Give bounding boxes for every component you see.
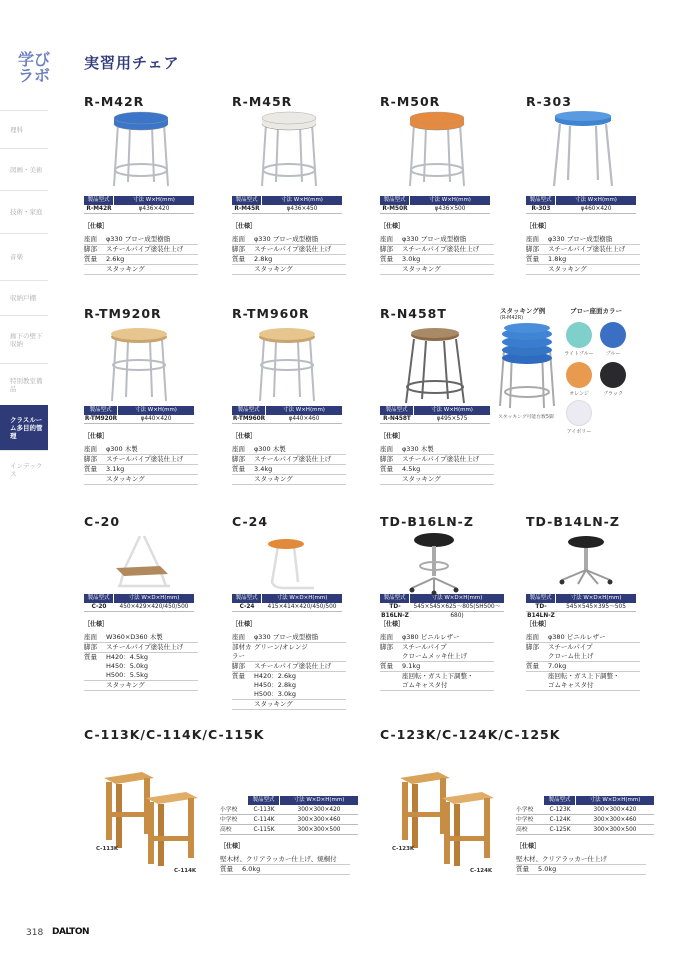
spec-value: 5.0kg xyxy=(538,865,557,873)
spec-value: 3.0kg xyxy=(402,255,421,263)
product-name: R-TM960R xyxy=(232,306,310,321)
spec-header-dim: 寸法 W×H(mm) xyxy=(429,197,471,203)
spec-table xyxy=(380,406,490,424)
spec-line: 座回転・ガス上下調整・ xyxy=(402,672,474,680)
spec-value: φ300 木製 xyxy=(106,445,138,453)
page-number: 318 xyxy=(26,928,44,938)
spec-line: H420：2.6kg xyxy=(254,672,297,680)
spec-key xyxy=(84,681,106,690)
spec-header-model: 製品型式 xyxy=(232,406,266,415)
spec-header-dim: 寸法 W×D×H(mm) xyxy=(293,797,345,803)
product-image xyxy=(402,110,472,194)
spec-key xyxy=(84,475,106,484)
spec-key: 質量 xyxy=(84,653,97,661)
spec-value: 6.0kg xyxy=(242,865,261,873)
spec-value: スタッキング xyxy=(254,265,293,273)
spec-value: スタッキング xyxy=(402,475,441,483)
spec-key xyxy=(232,700,254,709)
spec-value: スチールパイプ塗装仕上げ xyxy=(106,245,184,253)
spec-model: C-124K xyxy=(549,817,571,823)
spec-value xyxy=(106,653,198,680)
spec-model: R-TM920R xyxy=(84,416,118,422)
spec-value xyxy=(254,672,346,699)
spec-model: R-M42R xyxy=(86,206,112,212)
spec-line: H420：4.5kg xyxy=(106,653,149,661)
spec-value: 3.1kg xyxy=(106,465,125,473)
spec-heading: ［仕様］ xyxy=(380,621,405,628)
spec-key: 座面 xyxy=(84,633,97,641)
spec-line: クローム仕上げ xyxy=(548,652,594,660)
spec-model: C-125K xyxy=(549,827,571,833)
spec-value xyxy=(402,643,494,661)
spec-key xyxy=(232,475,254,484)
spec-heading: ［仕様］ xyxy=(516,843,541,850)
spec-value xyxy=(548,643,640,661)
sidebar-item-6[interactable]: 特別教室備品 xyxy=(0,363,48,405)
spec-table xyxy=(84,196,194,214)
spec-header-model: 製品型式 xyxy=(232,594,262,603)
spec-details xyxy=(232,620,346,710)
spec-model: C-20 xyxy=(91,604,107,610)
spec-header-model: 製品型式 xyxy=(84,594,114,603)
spec-dim: 300×300×500 xyxy=(593,827,637,833)
sidebar-item-0[interactable]: 理科 xyxy=(0,110,48,148)
spec-key: 座面 xyxy=(232,633,245,641)
spec-header-dim: 寸法 W×D×H(mm) xyxy=(276,595,328,601)
stacking-note: スタッキング可能台数5脚 xyxy=(498,415,554,420)
spec-heading: ［仕様］ xyxy=(526,223,551,230)
spec-key xyxy=(380,265,402,274)
spec-value: 3.4kg xyxy=(254,465,273,473)
spec-value: φ330 ブロー成型樹脂 xyxy=(106,235,171,243)
spec-value: 2.6kg xyxy=(106,255,125,263)
spec-dim: φ436×500 xyxy=(434,206,466,212)
spec-row xyxy=(220,806,358,815)
spec-header-model: 製品型式 xyxy=(544,796,576,805)
spec-row xyxy=(516,806,654,815)
spec-key: 部材カラー xyxy=(232,643,252,660)
school-level: 高校 xyxy=(220,827,232,833)
spec-value: スタッキング xyxy=(254,700,293,708)
stacking-sub: (R-M42R) xyxy=(500,315,524,321)
spec-value xyxy=(548,672,640,690)
spec-value: 4.5kg xyxy=(402,465,421,473)
spec-dim: 300×300×420 xyxy=(593,807,637,813)
spec-dim: 450×429×420/450/500 xyxy=(119,604,189,610)
school-level: 小学校 xyxy=(220,807,238,813)
spec-line: H450：2.8kg xyxy=(254,681,297,689)
spec-model: C-113K xyxy=(253,807,275,813)
spec-row xyxy=(516,816,654,825)
spec-key: 脚部 xyxy=(380,455,393,463)
spec-table xyxy=(248,796,358,805)
spec-dim: 300×300×460 xyxy=(593,817,637,823)
spec-key: 脚部 xyxy=(380,643,393,651)
spec-header-model: 製品型式 xyxy=(526,594,556,603)
spec-row xyxy=(220,826,358,835)
spec-key: 脚部 xyxy=(232,245,245,253)
school-level: 高校 xyxy=(516,827,528,833)
spec-value: スタッキング xyxy=(402,265,441,273)
spec-value: スタッキング xyxy=(106,681,145,689)
spec-details xyxy=(232,432,346,485)
spec-table xyxy=(380,196,490,214)
spec-dim: 300×300×500 xyxy=(297,827,341,833)
spec-key: 座面 xyxy=(526,235,539,243)
spec-material: 堅木材、クリアラッカー仕上げ、焼桐付 xyxy=(220,855,350,865)
spec-header-model: 製品型式 xyxy=(380,594,410,603)
product-name: R-M45R xyxy=(232,94,293,109)
spec-model: R-M50R xyxy=(382,206,408,212)
spec-heading: ［仕様］ xyxy=(232,223,257,230)
spec-header-model: 製品型式 xyxy=(380,406,414,415)
spec-details xyxy=(526,222,640,275)
product-image xyxy=(556,532,616,596)
product-image xyxy=(100,756,210,870)
spec-model: C-123K xyxy=(549,807,571,813)
color-swatch xyxy=(600,362,626,388)
spec-dim: φ440×460 xyxy=(288,416,320,422)
product-image xyxy=(548,110,618,194)
spec-header-model: 製品型式 xyxy=(248,796,280,805)
spec-line: スチールパイプ xyxy=(402,643,447,651)
color-swatch-label: ライトブルー xyxy=(564,351,594,357)
image-label-b: C-114K xyxy=(174,868,197,874)
product-name: R-TM920R xyxy=(84,306,162,321)
product-name: R-303 xyxy=(526,94,572,109)
spec-dim: 300×300×420 xyxy=(297,807,341,813)
image-label-a: C-113K xyxy=(96,846,119,852)
product-name: TD-B14LN-Z xyxy=(526,514,620,529)
spec-dim: 545×545×395～505 xyxy=(566,604,626,610)
spec-key xyxy=(380,475,402,484)
sidebar-item-8[interactable]: インデックス xyxy=(0,450,48,488)
spec-value: φ330 木製 xyxy=(402,445,434,453)
spec-heading: ［仕様］ xyxy=(84,223,109,230)
spec-heading: ［仕様］ xyxy=(380,433,405,440)
spec-value: φ300 木製 xyxy=(254,445,286,453)
spec-line: クロームメッキ仕上げ xyxy=(402,652,467,660)
spec-key xyxy=(526,265,548,274)
spec-header-dim: 寸法 W×D×H(mm) xyxy=(128,595,180,601)
product-name: R-M42R xyxy=(84,94,145,109)
spec-value: スチールパイプ塗装仕上げ xyxy=(254,662,332,670)
spec-line: ゴムキャスタ付 xyxy=(402,681,448,689)
spec-dim: φ436×420 xyxy=(138,206,170,212)
color-swatch xyxy=(566,322,592,348)
spec-key: 脚部 xyxy=(84,455,97,463)
spec-header-dim: 寸法 W×D×H(mm) xyxy=(570,595,622,601)
spec-value: スチールパイプ塗装仕上げ xyxy=(106,643,184,651)
spec-table xyxy=(232,406,342,424)
brand-logo: 学びラボ xyxy=(17,50,50,85)
spec-value: 9.1kg xyxy=(402,662,421,670)
product-image xyxy=(254,110,324,194)
color-swatch-label: ブルー xyxy=(605,351,621,357)
spec-key xyxy=(232,265,254,274)
spec-dim: φ436×450 xyxy=(286,206,318,212)
spec-table xyxy=(232,196,342,214)
product-image xyxy=(110,530,170,594)
spec-header-dim: 寸法 W×H(mm) xyxy=(133,197,175,203)
spec-details xyxy=(232,222,346,275)
spec-key: 座面 xyxy=(380,445,393,453)
sidebar-item-2[interactable]: 技術・家庭 xyxy=(0,190,48,233)
color-title: ブロー座面カラー xyxy=(570,307,622,315)
spec-heading: ［仕様］ xyxy=(526,621,551,628)
sidebar-item-3[interactable]: 音楽 xyxy=(0,233,48,280)
spec-dim: φ495×575 xyxy=(436,416,468,422)
spec-key: 脚部 xyxy=(232,662,245,670)
school-level: 中学校 xyxy=(516,817,534,823)
spec-value: スタッキング xyxy=(106,265,145,273)
spec-key xyxy=(380,672,402,690)
spec-key: 座面 xyxy=(380,633,393,641)
spec-header-model: 製品型式 xyxy=(84,406,118,415)
spec-value: φ330 ブロー成型樹脂 xyxy=(254,633,319,641)
spec-value: スタッキング xyxy=(548,265,587,273)
spec-key: 質量 xyxy=(84,255,97,263)
spec-value: φ380 ビニルレザー xyxy=(402,633,460,641)
spec-heading: ［仕様］ xyxy=(232,433,257,440)
spec-value: スチールパイプ塗装仕上げ xyxy=(254,455,332,463)
stacking-image xyxy=(496,322,558,410)
spec-line: スチールパイプ xyxy=(548,643,593,651)
spec-heading: ［仕様］ xyxy=(380,223,405,230)
color-swatch-label: アイボリー xyxy=(566,429,592,435)
spec-model: R-N458T xyxy=(383,416,411,422)
spec-value: φ330 ブロー成型樹脂 xyxy=(254,235,319,243)
spec-line: ゴムキャスタ付 xyxy=(548,681,594,689)
spec-value: 7.0kg xyxy=(548,662,567,670)
spec-value: φ330 ブロー成型樹脂 xyxy=(548,235,613,243)
spec-table xyxy=(84,594,194,612)
spec-details xyxy=(380,432,494,485)
color-swatch xyxy=(566,400,592,426)
brand-footer-logo: DALTON xyxy=(52,927,90,937)
spec-line: H500：5.5kg xyxy=(106,671,149,679)
spec-key xyxy=(84,265,106,274)
spec-key: 脚部 xyxy=(232,455,245,463)
spec-dim: 415×414×420/450/500 xyxy=(267,604,337,610)
sidebar-item-5[interactable]: 廊下の壁下収納 xyxy=(0,315,48,363)
spec-value: スタッキング xyxy=(106,475,145,483)
spec-heading: ［仕様］ xyxy=(220,843,245,850)
spec-key: 質量 xyxy=(516,865,529,873)
color-swatch xyxy=(600,322,626,348)
spec-header-model: 製品型式 xyxy=(526,196,556,205)
spec-model: R-TM960R xyxy=(232,416,266,422)
spec-key: 質量 xyxy=(84,465,97,473)
spec-value xyxy=(402,672,494,690)
product-image xyxy=(396,756,506,870)
sidebar-item-7[interactable]: クラスルーム多目的管理 xyxy=(0,405,48,450)
spec-key: 座面 xyxy=(84,235,97,243)
spec-key: 脚部 xyxy=(526,643,539,651)
color-swatch-label: オレンジ xyxy=(569,391,589,397)
product-name: R-N458T xyxy=(380,306,447,321)
spec-key: 質量 xyxy=(526,255,539,263)
spec-value: スチールパイプ塗装仕上げ xyxy=(402,245,480,253)
product-image xyxy=(106,110,176,194)
spec-value: 2.8kg xyxy=(254,255,273,263)
product-name: R-M50R xyxy=(380,94,441,109)
spec-key: 質量 xyxy=(232,255,245,263)
spec-model: TD-B16LN-Z xyxy=(381,604,409,619)
spec-value: グリーン/オレンジ xyxy=(254,643,308,651)
spec-model: R-M45R xyxy=(234,206,260,212)
spec-key: 質量 xyxy=(526,662,539,670)
spec-table xyxy=(526,196,636,214)
spec-details xyxy=(84,620,198,691)
spec-value: φ330 ブロー成型樹脂 xyxy=(402,235,467,243)
spec-details xyxy=(84,222,198,275)
spec-header-dim: 寸法 W×H(mm) xyxy=(283,407,325,413)
spec-details xyxy=(516,842,646,875)
spec-line: H500：3.0kg xyxy=(254,690,297,698)
spec-value: W360×D360 木製 xyxy=(106,633,163,641)
sidebar-item-4[interactable]: 収納戸棚 xyxy=(0,280,48,315)
spec-key: 座面 xyxy=(380,235,393,243)
spec-model: R-303 xyxy=(531,206,551,212)
spec-details xyxy=(84,432,198,485)
spec-key xyxy=(526,672,548,690)
spec-model: C-115K xyxy=(253,827,275,833)
spec-header-model: 製品型式 xyxy=(380,196,410,205)
spec-value: スチールパイプ塗装仕上げ xyxy=(402,455,480,463)
spec-key: 質量 xyxy=(220,865,233,873)
spec-key: 座面 xyxy=(232,235,245,243)
school-level: 中学校 xyxy=(220,817,238,823)
spec-key: 座面 xyxy=(84,445,97,453)
spec-value: スチールパイプ塗装仕上げ xyxy=(548,245,626,253)
spec-dim: φ440×420 xyxy=(140,416,172,422)
spec-table xyxy=(232,594,342,612)
product-name: C-20 xyxy=(84,514,121,529)
product-image xyxy=(256,532,316,596)
product-name: TD-B16LN-Z xyxy=(380,514,474,529)
spec-header-dim: 寸法 W×H(mm) xyxy=(281,197,323,203)
spec-key: 脚部 xyxy=(380,245,393,253)
spec-header-dim: 寸法 W×D×H(mm) xyxy=(589,797,641,803)
spec-heading: ［仕様］ xyxy=(232,621,257,628)
spec-model: C-114K xyxy=(253,817,275,823)
spec-heading: ［仕様］ xyxy=(84,433,109,440)
spec-table xyxy=(526,594,636,619)
spec-table xyxy=(544,796,654,805)
spec-value: 1.8kg xyxy=(548,255,567,263)
page-title: 実習用チェア xyxy=(84,54,180,72)
spec-details xyxy=(220,842,350,875)
spec-line: H450：5.0kg xyxy=(106,662,149,670)
product-group-name: C-123K/C-124K/C-125K xyxy=(380,727,561,742)
spec-dim: 300×300×460 xyxy=(297,817,341,823)
spec-key: 脚部 xyxy=(526,245,539,253)
spec-key: 座面 xyxy=(232,445,245,453)
spec-header-dim: 寸法 W×H(mm) xyxy=(575,197,617,203)
product-image xyxy=(404,526,464,600)
image-label-a: C-123K xyxy=(392,846,415,852)
product-group-name: C-113K/C-114K/C-115K xyxy=(84,727,265,742)
spec-key: 質量 xyxy=(380,662,393,670)
product-name: C-24 xyxy=(232,514,269,529)
product-image xyxy=(252,325,322,409)
spec-header-dim: 寸法 W×D×H(mm) xyxy=(431,595,483,601)
spec-material: 堅木材、クリアラッカー仕上げ xyxy=(516,855,646,865)
product-image xyxy=(104,325,174,409)
stacking-title: スタッキング例 xyxy=(500,307,546,315)
spec-header-dim: 寸法 W×H(mm) xyxy=(431,407,473,413)
spec-heading: ［仕様］ xyxy=(84,621,109,628)
spec-key: 質量 xyxy=(232,672,245,680)
spec-header-dim: 寸法 W×H(mm) xyxy=(135,407,177,413)
spec-value: スチールパイプ塗装仕上げ xyxy=(254,245,332,253)
spec-details xyxy=(526,620,640,691)
spec-value: スタッキング xyxy=(254,475,293,483)
spec-table xyxy=(84,406,194,424)
spec-dim: φ460×420 xyxy=(580,206,612,212)
product-image xyxy=(400,325,470,409)
spec-dim: 545×545×625～805(SH500～680) xyxy=(413,604,501,619)
spec-header-model: 製品型式 xyxy=(84,196,114,205)
color-swatch xyxy=(566,362,592,388)
spec-value: スチールパイプ塗装仕上げ xyxy=(106,455,184,463)
spec-line: 座回転・ガス上下調整・ xyxy=(548,672,620,680)
spec-key: 座面 xyxy=(526,633,539,641)
spec-header-model: 製品型式 xyxy=(232,196,262,205)
spec-row xyxy=(516,826,654,835)
spec-key: 質量 xyxy=(232,465,245,473)
spec-model: TD-B14LN-Z xyxy=(527,604,555,619)
spec-key: 脚部 xyxy=(84,643,97,651)
color-swatch-label: ブラック xyxy=(603,391,623,397)
spec-value: φ380 ビニルレザー xyxy=(548,633,606,641)
spec-details xyxy=(380,620,494,691)
school-level: 小学校 xyxy=(516,807,534,813)
spec-row xyxy=(220,816,358,825)
spec-details xyxy=(380,222,494,275)
sidebar-item-1[interactable]: 図画・美術 xyxy=(0,148,48,190)
image-label-b: C-124K xyxy=(470,868,493,874)
spec-key: 質量 xyxy=(380,465,393,473)
spec-key: 質量 xyxy=(380,255,393,263)
spec-key: 脚部 xyxy=(84,245,97,253)
spec-model: C-24 xyxy=(239,604,255,610)
